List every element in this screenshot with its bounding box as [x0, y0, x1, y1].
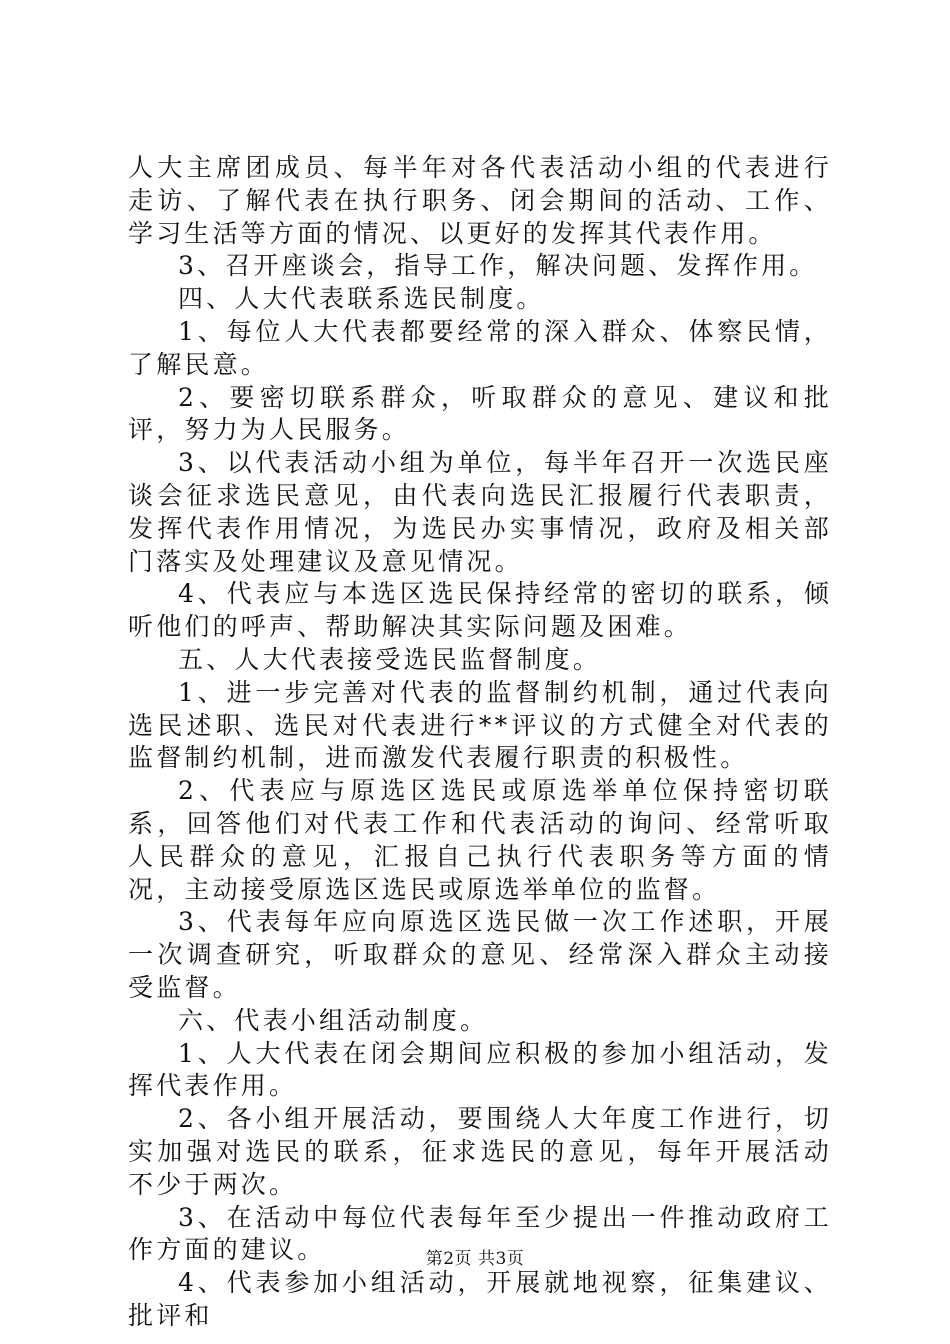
section-heading: 五、人大代表接受选民监督制度。 [178, 644, 602, 674]
page-footer [0, 1244, 950, 1269]
section-heading: 四、人大代表联系选民制度。 [178, 284, 545, 314]
paragraph: 3、召开座谈会，指导工作，解决问题、发挥作用。 [178, 251, 818, 281]
paragraph: 3、以代表活动小组为单位，每半年召开一次选民座谈会征求选民意见，由代表向选民汇报履行代表职责，发挥代表作用情况，为选民办实事情况，政府及相关部门落实及处理建议及意见情况。 [128, 448, 832, 576]
paragraph: 1、进一步完善对代表的监督制约机制，通过代表向选民述职、选民对代表进行**评议的方式健全对代表的监督制约机制，进而激发代表履行职责的积极性。 [128, 677, 832, 773]
paragraph: 4、代表参加小组活动，开展就地视察，征集建议、批评和 [128, 1268, 832, 1330]
paragraph: 1、每位人大代表都要经常的深入群众、体察民情，了解民意。 [128, 316, 832, 379]
paragraph: 人大主席团成员、每半年对各代表活动小组的代表进行走访、了解代表在执行职务、闭会期间的活动、工作、学习生活等方面的情况、以更好的发挥其代表作用。 [128, 153, 832, 248]
paragraph: 2、各小组开展活动，要围绕人大年度工作进行，切实加强对选民的联系，征求选民的意见，每年开展活动不少于两次。 [128, 1104, 832, 1199]
paragraph: 3、代表每年应向原选区选民做一次工作述职，开展一次调查研究，听取群众的意见、经常深入群众主动接受监督。 [128, 907, 832, 1002]
paragraph: 4、代表应与本选区选民保持经常的密切的联系，倾听他们的呼声、帮助解决其实际问题及困难。 [128, 579, 832, 642]
paragraph: 3、在活动中每位代表每年至少提出一件推动政府工作方面的建议。 [128, 1202, 832, 1265]
paragraph: 2、要密切联系群众，听取群众的意见、建议和批评，努力为人民服务。 [128, 382, 832, 445]
paragraph: 1、人大代表在闭会期间应积极的参加小组活动，发挥代表作用。 [128, 1038, 832, 1101]
document-body [128, 152, 832, 1333]
page-number: 第2页 共3页 [425, 1249, 525, 1269]
section-heading: 六、代表小组活动制度。 [178, 1005, 489, 1035]
paragraph: 2、代表应与原选区选民或原选举单位保持密切联系，回答他们对代表工作和代表活动的询问、经常听取人民群众的意见，汇报自己执行代表职务等方面的情况，主动接受原选区选民或原选举单位的监督。 [128, 776, 832, 904]
